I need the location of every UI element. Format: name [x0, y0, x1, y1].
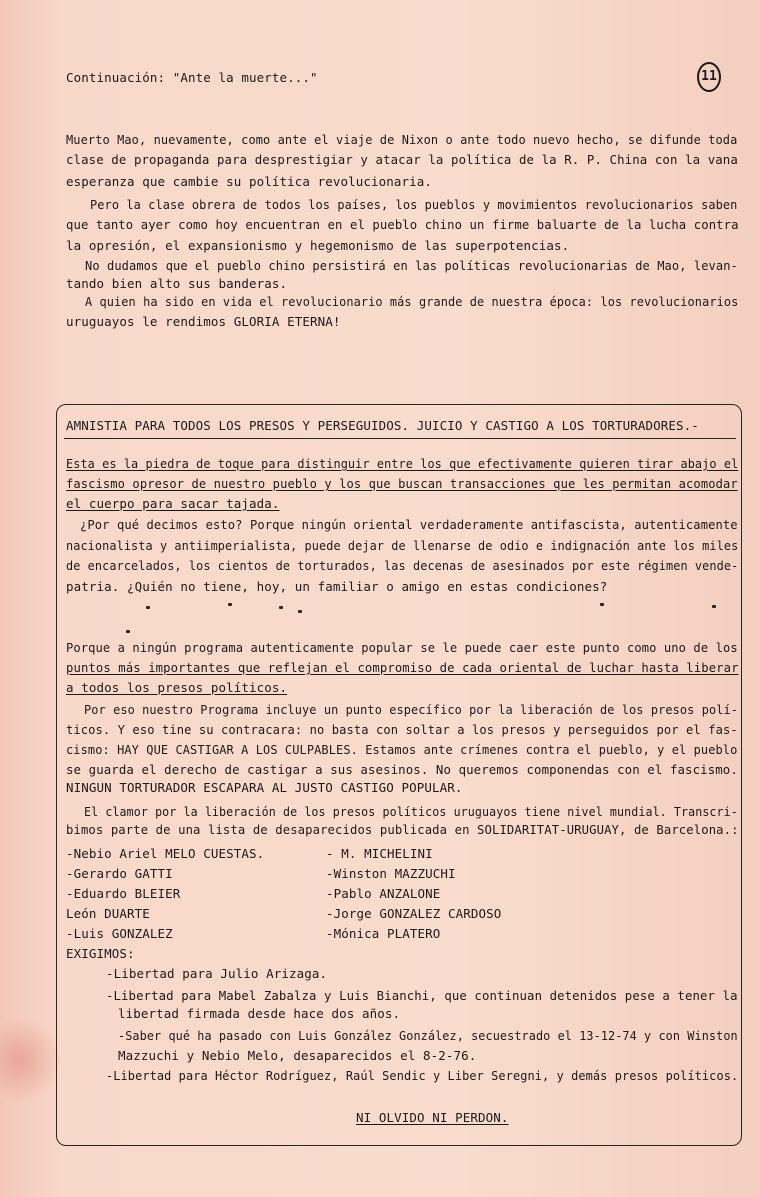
p4-line: cismo: HAY QUE CASTIGAR A LOS CULPABLES. Estamos ante crímenes contra el pueblo, y el pueblo [66, 742, 738, 757]
missing-person: -Nebio Ariel MELO CUESTAS. [66, 846, 265, 861]
demand-line: Mazzuchi y Nebio Melo, desaparecidos el 8-2-76. [118, 1048, 477, 1063]
paper-stain [0, 1020, 60, 1120]
intro-line: No dudamos que el pueblo chino persistirá en las políticas revolucionarias de Mao, levan- [85, 258, 738, 273]
p3-line: puntos más importantes que reflejan el compromiso de cada oriental de luchar hasta liberar [66, 660, 739, 675]
intro-line: esperanza que cambie su política revolucionaria. [66, 174, 433, 189]
intro-line: que tanto ayer como hoy encuentran en el pueblo chino un firme baluarte de la lucha contra [66, 217, 739, 232]
missing-person: -Eduardo BLEIER [66, 886, 181, 901]
p2-line: nacionalista y antiimperialista, puede dejar de llenarse de odio e indignación ante los miles [66, 538, 739, 553]
box-title: AMNISTIA PARA TODOS LOS PRESOS Y PERSEGUIDOS. JUICIO Y CASTIGO A LOS TORTURADORES.- [66, 418, 699, 433]
p4-line: Por eso nuestro Programa incluye un punto específico por la liberación de los presos polí- [84, 702, 739, 717]
ink-speck [228, 603, 232, 606]
missing-person: León DUARTE [66, 906, 150, 921]
p4-line: se guarda el derecho de castigar a sus asesinos. No queremos componendas con el fascismo. [66, 762, 738, 777]
intro-line: Muerto Mao, nuevamente, como ante el viaje de Nixon o ante todo nuevo hecho, se difunde toda [66, 132, 738, 147]
continuation-title: Continuación: "Ante la muerte..." [66, 70, 318, 85]
ink-speck [126, 630, 130, 633]
missing-person: -Pablo ANZALONE [326, 886, 441, 901]
intro-line: Pero la clase obrera de todos los países, los pueblos y movimientos revolucionarios saben [90, 197, 738, 212]
intro-line: tando bien alto sus banderas. [66, 276, 288, 291]
ink-speck [279, 606, 283, 609]
missing-person: -Gerardo GATTI [66, 866, 173, 881]
ink-speck [600, 603, 604, 606]
demand-line: -Libertad para Mabel Zabalza y Luis Bianchi, que continuan detenidos pese a tener la [106, 988, 738, 1003]
page-number: 11 [697, 62, 721, 92]
demand-line: -Saber qué ha pasado con Luis González González, secuestrado el 13-12-74 y con Winston [118, 1028, 738, 1043]
demands-label: EXIGIMOS: [66, 946, 135, 961]
missing-person: -Mónica PLATERO [326, 926, 441, 941]
p2-line: ¿Por qué decimos esto? Porque ningún oriental verdaderamente antifascista, autenticamente [80, 517, 738, 532]
intro-line: uruguayos le rendimos GLORIA ETERNA! [66, 314, 341, 329]
missing-person: -Luis GONZALEZ [66, 926, 173, 941]
closing-slogan: NI OLVIDO NI PERDON. [356, 1110, 509, 1125]
ink-speck [146, 606, 150, 609]
p1-line: fascismo opresor de nuestro pueblo y los que buscan transacciones que les permitan acomodar [66, 476, 738, 491]
missing-person: - M. MICHELINI [326, 846, 433, 861]
missing-person: -Winston MAZZUCHI [326, 866, 456, 881]
p3-line: a todos los presos políticos. [66, 680, 288, 695]
p5-line: El clamor por la liberación de los presos políticos uruguayos tiene nivel mundial. Transcri- [84, 804, 738, 819]
intro-line: clase de propaganda para desprestigiar y atacar la política de la R. P. China con la vana [66, 152, 738, 167]
p2-line: de encarcelados, los cientos de torturados, las decenas de asesinados por este régimen vende- [66, 558, 739, 573]
p2-line: patria. ¿Quién no tiene, hoy, un familiar o amigo en estas condiciones? [66, 579, 608, 594]
p4-line: ticos. Y eso tine su contracara: no basta con soltar a los presos y perseguidos por el fas- [66, 722, 738, 737]
demand-line: -Libertad para Julio Arizaga. [106, 966, 328, 981]
missing-person: -Jorge GONZALEZ CARDOSO [326, 906, 502, 921]
p5-line: bimos parte de una lista de desaparecidos publicada en SOLIDARITAT-URUGUAY, de Barcelona.: [66, 822, 739, 837]
ink-speck [712, 605, 716, 608]
intro-line: la opresión, el expansionismo y hegemonismo de las superpotencias. [66, 238, 570, 253]
p4-line: NINGUN TORTURADOR ESCAPARA AL JUSTO CASTIGO POPULAR. [66, 780, 463, 795]
demand-line: libertad firmada desde hace dos años. [118, 1006, 401, 1021]
p1-line: el cuerpo para sacar tajada. [66, 496, 280, 511]
p1-line: Esta es la piedra de toque para distinguir entre los que efectivamente quieren tirar abajo el [66, 456, 739, 471]
ink-speck [298, 610, 302, 613]
intro-line: A quien ha sido en vida el revolucionario más grande de nuestra época: los revolucionarios [85, 294, 739, 309]
p3-line: Porque a ningún programa autenticamente popular se le puede caer este punto como uno de los [66, 640, 738, 655]
demand-line: -Libertad para Héctor Rodríguez, Raúl Sendic y Liber Seregni, y demás presos políticos. [106, 1068, 739, 1083]
box-title-rule [64, 438, 736, 439]
